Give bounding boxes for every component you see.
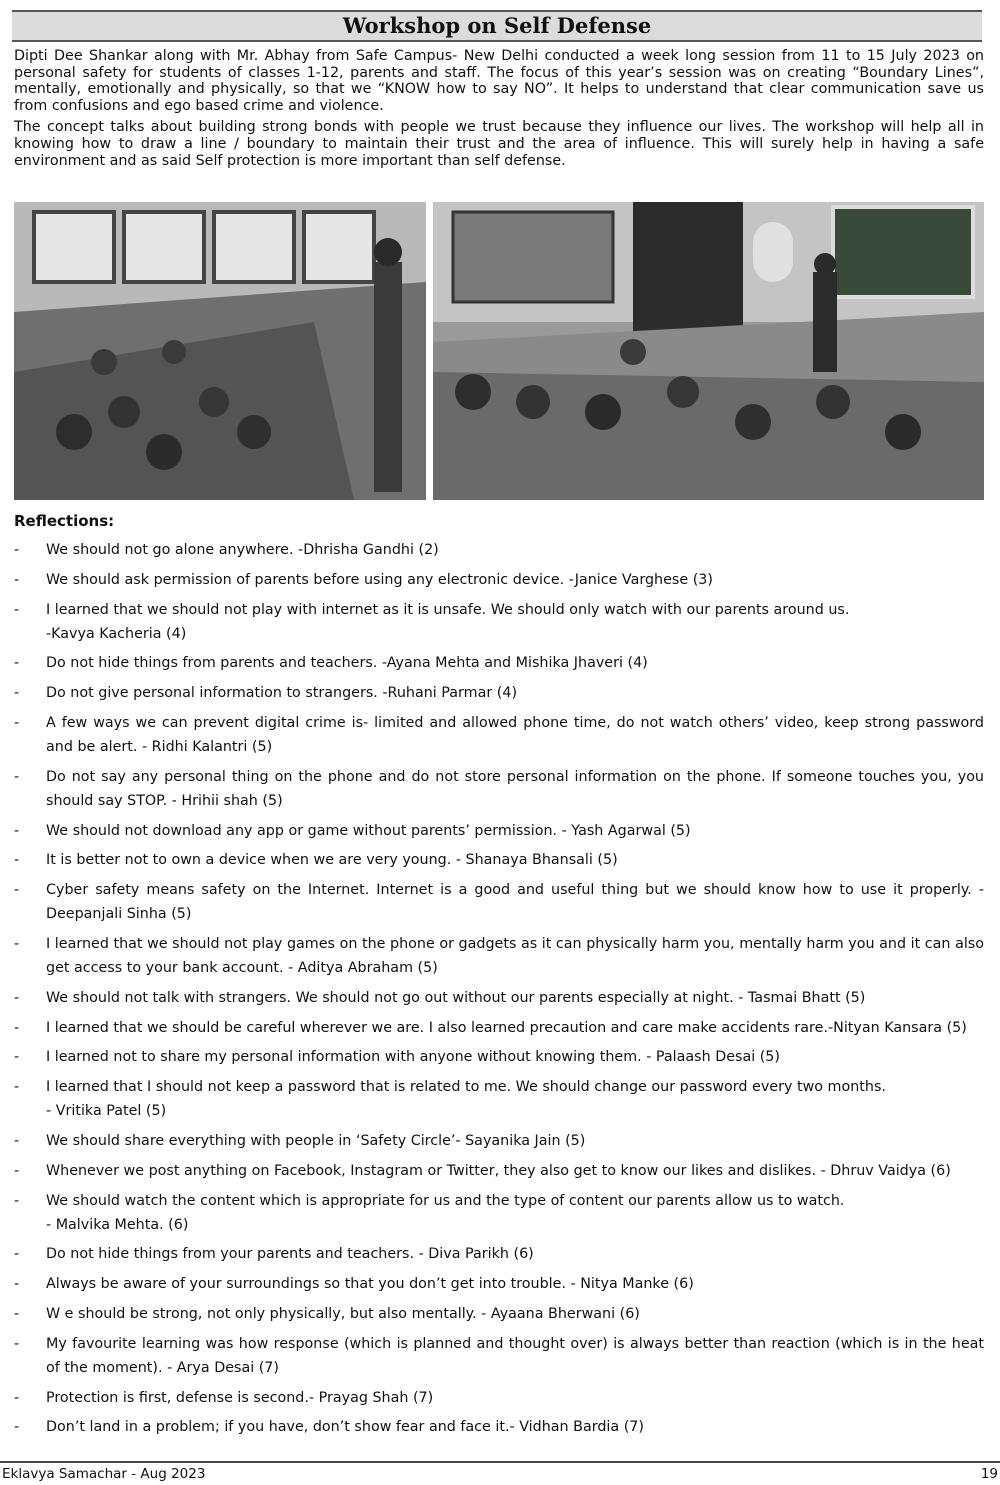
reflection-text: Always be aware of your surroundings so that you don’t get into trouble. - Nitya Manke (6) [46,1276,694,1293]
bullet-dash: - [14,1192,20,1209]
list-item [14,1332,984,1380]
list-item [14,878,984,926]
bullet-dash: - [14,655,20,672]
article-body [14,48,984,174]
bullet-dash: - [14,1305,20,1322]
list-item [14,598,984,646]
reflection-text: Do not hide things from your parents and teachers. - Diva Parikh (6) [46,1246,534,1263]
bullet-dash: - [14,1019,20,1036]
reflection-text: Do not say any personal thing on the phone and do not store personal information on the phone. If someone touches you, you should say STOP. - Hrihii shah (5) [46,768,984,809]
list-item [14,1272,984,1296]
reflection-author: - Vritika Patel (5) [46,1103,167,1120]
reflection-text: I learned not to share my personal information with anyone without knowing them. - Palaash Desai (5) [46,1049,780,1066]
reflection-author: -Kavya Kacheria (4) [46,625,187,642]
bullet-dash: - [14,1049,20,1066]
list-item [14,538,984,562]
bullet-dash: - [14,1132,20,1149]
list-item [14,681,984,705]
list-item [14,1302,984,1326]
workshop-photo-right [433,202,984,500]
bullet-dash: - [14,1162,20,1179]
reflection-text: A few ways we can prevent digital crime is- limited and allowed phone time, do not watch others’ video, keep strong password and be alert. - Ridhi Kalantri (5) [46,714,984,755]
reflection-text: I learned that I should not keep a password that is related to me. We should change our password every two months. [46,1079,886,1096]
reflection-text: We should not download any app or game without parents’ permission. - Yash Agarwal (5) [46,822,691,839]
list-item [14,1242,984,1266]
bullet-dash: - [14,571,20,588]
bullet-dash: - [14,542,20,558]
list-item [14,1415,984,1439]
bullet-dash: - [14,1276,20,1293]
bullet-dash: - [14,1389,20,1406]
reflections-list [14,538,984,1445]
page-number: 19 [980,1466,998,1482]
bullet-dash: - [14,714,20,731]
intro-paragraph-2: The concept talks about building strong bonds with people we trust because they influence our lives. The workshop will help all in knowing how to draw a line / boundary to maintain their trust and the area of influence. This will surely help in having a safe environment and as said Self protection is more important than self defense. [14,119,984,169]
list-item [14,932,984,980]
list-item [14,568,984,592]
bullet-dash: - [14,685,20,702]
reflection-text: I learned that we should not play games on the phone or gadgets as it can physically harm you, mentally harm you and it can also get access to your bank account. - Aditya Abraham (5) [46,935,984,976]
reflection-text: I learned that we should not play with internet as it is unsafe. We should only watch with our parents around us. [46,601,850,618]
reflection-text: Do not hide things from parents and teachers. -Ayana Mehta and Mishika Jhaveri (4) [46,655,648,672]
bullet-dash: - [14,1335,20,1352]
reflection-text: Protection is first, defense is second.- Prayag Shah (7) [46,1389,434,1406]
photo-icon [14,202,426,500]
article-title: Workshop on Self Defense [342,13,652,38]
list-item [14,1129,984,1153]
list-item [14,848,984,872]
bullet-dash: - [14,601,20,618]
bullet-dash: - [14,822,20,839]
reflection-text: Do not give personal information to strangers. -Ruhani Parmar (4) [46,685,518,702]
list-item [14,1045,984,1069]
bullet-dash: - [14,1079,20,1096]
list-item [14,1386,984,1410]
list-item [14,711,984,759]
bullet-dash: - [14,989,20,1006]
title-bar [12,10,982,42]
footer-publication: Eklavya Samachar - Aug 2023 [2,1466,206,1482]
list-item [14,819,984,843]
list-item [14,651,984,675]
reflection-text: We should not talk with strangers. We should not go out without our parents especially at night. - Tasmai Bhatt (5) [46,989,866,1006]
reflection-text: W e should be strong, not only physically, but also mentally. - Ayaana Bherwani (6) [46,1305,640,1322]
footer-divider [0,1461,1000,1463]
photo-icon [433,202,984,500]
bullet-dash: - [14,1246,20,1263]
reflection-text: My favourite learning was how response (which is planned and thought over) is always better than reaction (which is in the heat of the moment). - Arya Desai (7) [46,1335,984,1376]
list-item [14,1189,984,1237]
list-item [14,765,984,813]
reflection-text: We should not go alone anywhere. -Dhrisha Gandhi (2) [46,542,439,558]
bullet-dash: - [14,852,20,869]
reflection-text: It is better not to own a device when we are very young. - Shanaya Bhansali (5) [46,852,618,869]
workshop-photo-left [14,202,426,500]
list-item [14,1016,984,1040]
reflection-text: We should ask permission of parents before using any electronic device. -Janice Varghese (3) [46,571,713,588]
reflection-text: Don’t land in a problem; if you have, don’t show fear and face it.- Vidhan Bardia (7) [46,1419,644,1436]
intro-paragraph-1: Dipti Dee Shankar along with Mr. Abhay from Safe Campus- New Delhi conducted a week long session from 11 to 15 July 2023 on personal safety for students of classes 1-12, parents and staff. The focus of this year’s session was on creating “Boundary Lines”, mentally, emotionally and physically, so that we “KNOW how to say NO”. It helps to understand that clear communication save us from confusions and ego based crime and violence. [14,48,984,114]
reflection-text: Whenever we post anything on Facebook, Instagram or Twitter, they also get to know our likes and dislikes. - Dhruv Vaidya (6) [46,1162,951,1179]
list-item [14,1159,984,1183]
reflection-text: I learned that we should be careful wherever we are. I also learned precaution and care make accidents rare.-Nityan Kansara (5) [46,1019,967,1036]
bullet-dash: - [14,1419,20,1436]
reflection-text: We should share everything with people in ‘Safety Circle’- Sayanika Jain (5) [46,1132,586,1149]
bullet-dash: - [14,935,20,952]
list-item [14,1075,984,1123]
reflections-heading: Reflections: [14,512,115,530]
reflection-text: Cyber safety means safety on the Internet. Internet is a good and useful thing but we should know how to use it properly. - Deepanjali Sinha (5) [46,882,984,923]
reflection-author: - Malvika Mehta. (6) [46,1216,189,1233]
list-item [14,986,984,1010]
bullet-dash: - [14,882,20,899]
reflection-text: We should watch the content which is appropriate for us and the type of content our parents allow us to watch. [46,1192,845,1209]
bullet-dash: - [14,768,20,785]
